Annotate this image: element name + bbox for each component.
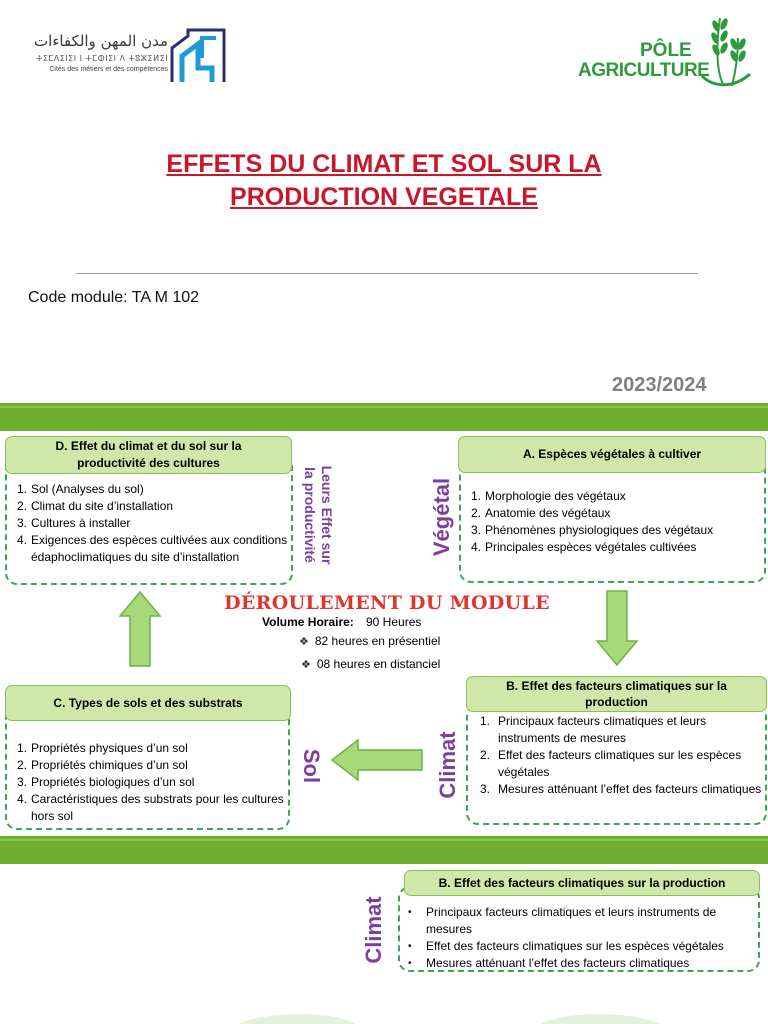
section-d-heading: D. Effet du climat et du sol sur la productivité des cultures [5,436,292,474]
section-c-heading: C. Types de sols et des substrats [5,685,291,721]
arrow-down-icon [595,589,639,667]
green-band-top [0,403,768,431]
section-b-heading: B. Effet des facteurs climatiques sur la production [466,676,767,712]
title-line-2: PRODUCTION VEGETALE [230,183,538,211]
logo-tifinagh-text: ⵜⵉⵎⴷⵉⵏⵉⵏ ⵏ ⵜⵎⵀⵏⵉⵏ ⴷ ⵜⵓⵣⵉⵍⵉⵏ [36,54,168,63]
cmc-logo [18,26,228,86]
arrow-up-icon [118,590,162,668]
decorative-bottom-shapes [0,1012,768,1024]
bottom-section-heading: B. Effet des facteurs climatiques sur la production [404,870,760,896]
list-item: 2. Effet des facteurs climatiques sur les espèces végétales [480,748,742,779]
page-title [90,148,678,214]
list-item: 3. Mesures atténuant l’effet des facteurs climatiques [480,782,762,796]
wheat-icon [698,14,754,90]
section-a-box [459,455,766,583]
list-item: • Effet des facteurs climatiques sur les espèces végétales [400,938,758,955]
list-item: • Principaux facteurs climatiques et leurs instruments de mesures [400,904,758,938]
label-climat: Climat [435,731,460,799]
list-item: 2. Propriétés chimiques d’un sol [17,758,188,772]
section-d-box [5,455,293,585]
logo-arabic-text: مدن المهن والكفاءات [34,32,168,50]
list-item: 1. Principaux facteurs climatiques et leurs instruments de mesures [480,714,707,745]
section-a-heading: A. Espèces végétales à cultiver [458,436,766,473]
logo-agriculture-text: AGRICULTURE [578,60,710,81]
label-effet-productivite: Leurs Effet sur la productivité [302,465,335,565]
distanciel-line: ❖ 08 heures en distanciel [301,657,441,671]
code-module: Code module: TA M 102 [28,289,200,306]
section-c-list [7,706,288,825]
bullet-icon: • [408,941,412,952]
list-item: 3. Propriétés biologiques d’un sol [17,775,195,789]
list-item: 1. Sol (Analyses du sol) [17,482,144,496]
list-item: 4. Exigences des espèces cultivées aux conditions édaphoclimatiques du site d’installation [17,533,288,564]
logo-french-text: Cités des métiers et des compétences [49,66,168,73]
list-item: 1. Morphologie des végétaux [471,489,626,503]
list-item: 4. Caractéristiques des substrats pour les cultures hors sol [17,792,284,823]
list-item: 2. Climat du site d’installation [17,499,174,513]
section-b-box [466,705,767,825]
bottom-section-list [400,888,758,972]
list-item: • Mesures atténuant l’effet des facteurs climatiques [400,955,758,972]
list-item: 4. Principales espèces végétales cultivées [471,540,697,554]
bullet-icon: • [408,907,412,918]
title-divider [76,273,698,274]
label-vegetal: Végétal [429,477,454,557]
list-item: 2. Anatomie des végétaux [471,506,611,520]
diamond-bullet-icon: ❖ [299,636,309,648]
bullet-icon: • [408,958,412,969]
label-climat-bottom: Climat [361,896,386,964]
green-band-bottom [0,836,768,864]
list-item: 1. Propriétés physiques d’un sol [17,741,188,755]
title-line-1: EFFETS DU CLIMAT ET SOL SUR LA [166,150,602,178]
deroulement-title: DÉROULEMENT DU MODULE [224,592,550,614]
diamond-bullet-icon: ❖ [301,659,311,671]
volume-horaire-label: Volume Horaire: [262,615,354,629]
volume-horaire-value: 90 Heures [366,615,422,629]
section-b-list [468,707,765,798]
academic-year: 2023/2024 [612,374,707,396]
label-sol: Sol [299,748,324,784]
logo-pole-text: PÔLE [640,40,692,61]
list-item: 3. Phénomènes physiologiques des végétaux [471,523,714,537]
section-c-box [5,704,290,830]
list-item: 3. Cultures à installer [17,516,131,530]
bottom-section-box [398,886,760,972]
arrow-left-icon [330,738,424,782]
pole-agriculture-logo [578,14,758,90]
presentiel-line: ❖ 82 heures en présentiel [299,634,441,648]
cmc-logo-icon [168,28,228,84]
